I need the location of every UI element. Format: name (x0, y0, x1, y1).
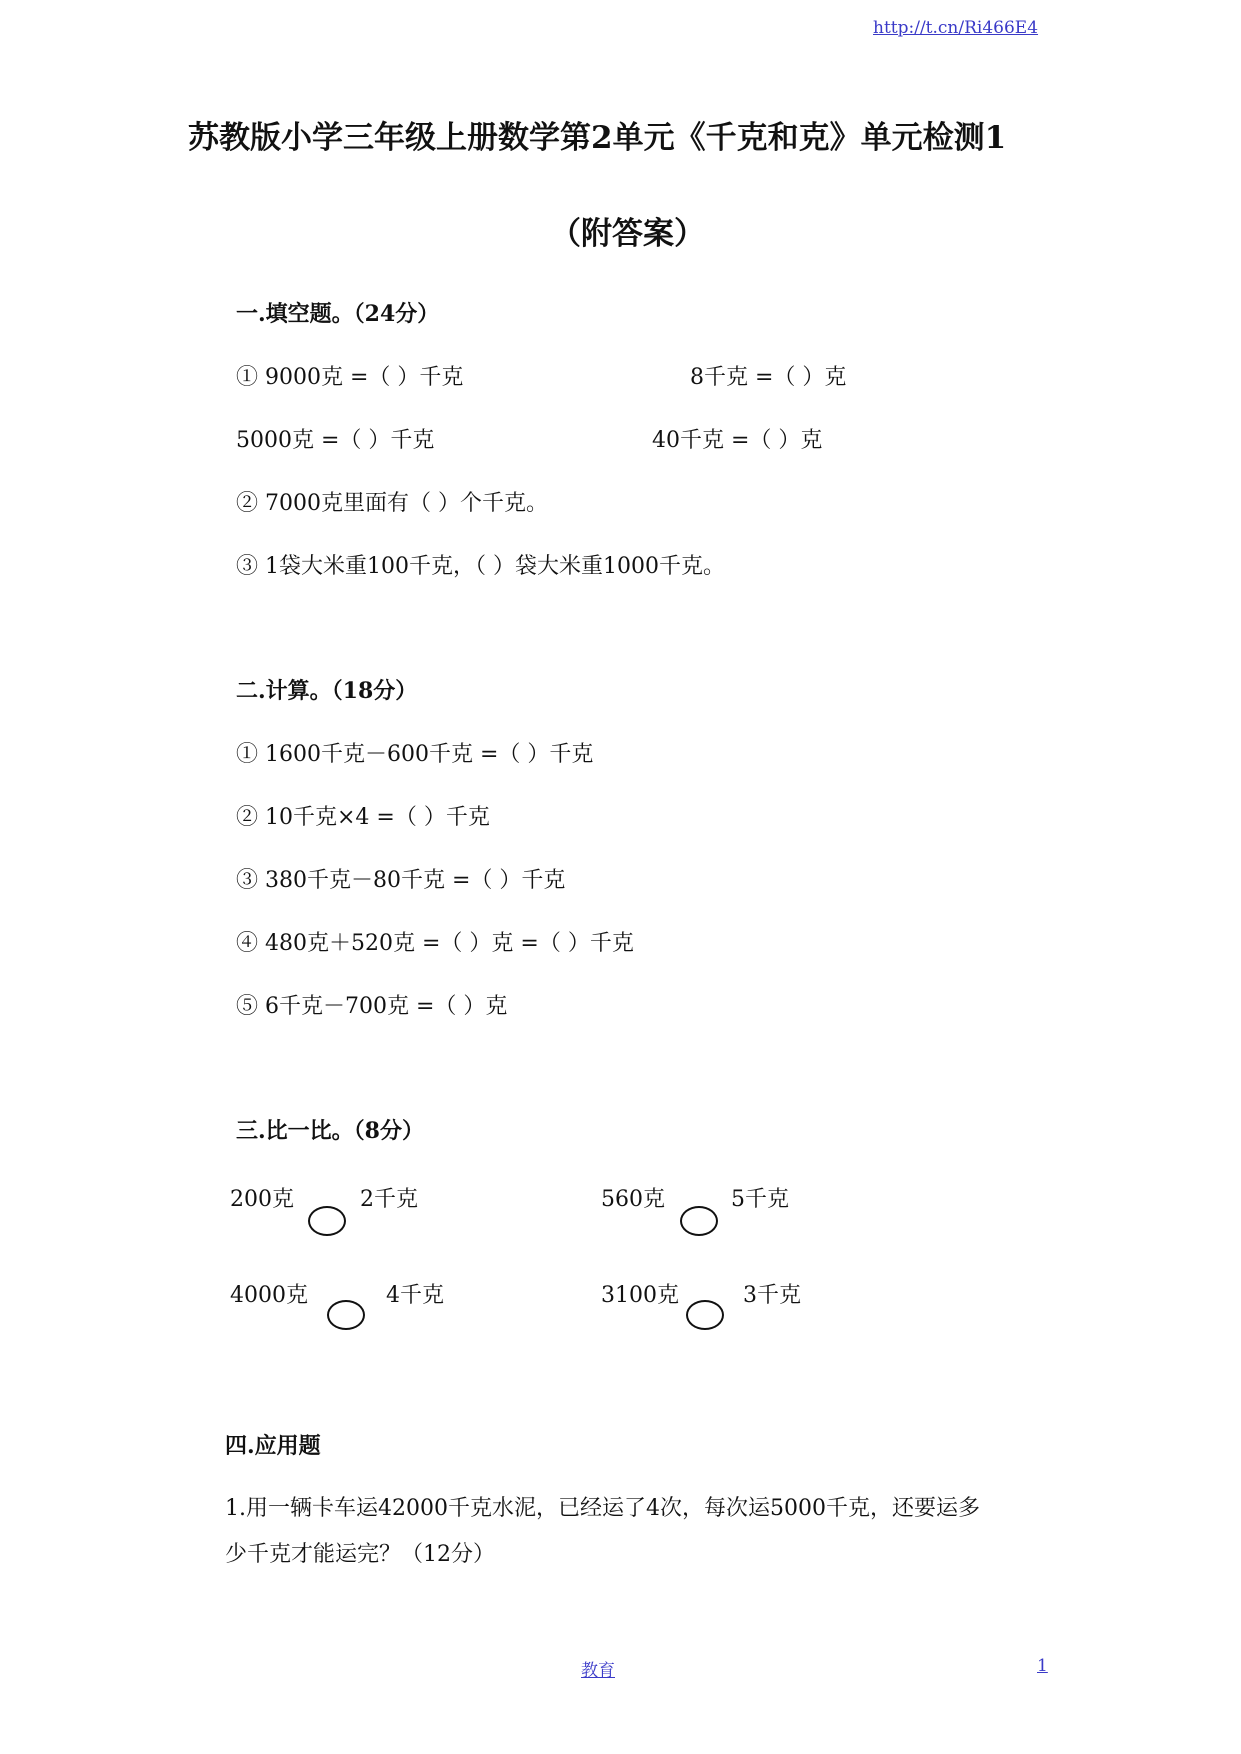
compare-1-right: 2千克 (360, 1187, 418, 1212)
compare-3-circle[interactable] (327, 1300, 365, 1330)
compare-3-right: 4千克 (386, 1283, 444, 1308)
s2-row-3: ③ 380千克－80千克 =（ ）千克 (236, 868, 566, 893)
compare-4-circle[interactable] (686, 1300, 724, 1330)
s1-row-2a: 5000克 =（ ）千克 (236, 428, 435, 453)
compare-1-left: 200克 (230, 1187, 294, 1212)
s2-row-1: ① 1600千克－600千克 =（ ）千克 (236, 742, 594, 767)
compare-2-right: 5千克 (731, 1187, 789, 1212)
compare-4-right: 3千克 (743, 1283, 801, 1308)
document-title-line1: 苏教版小学三年级上册数学第2单元《千克和克》单元检测1 (188, 120, 1007, 156)
header-link[interactable]: http://t.cn/Ri466E4 (873, 18, 1039, 38)
s1-row-2b: 40千克 =（ ）克 (652, 428, 823, 453)
page-number: 1 (1037, 1656, 1048, 1676)
section4-heading: 四.应用题 (225, 1433, 321, 1459)
section1-heading: 一.填空题。（24分） (236, 301, 440, 327)
s2-row-4: ④ 480克＋520克 =（ ）克 =（ ）千克 (236, 931, 634, 956)
compare-3-left: 4000克 (230, 1283, 308, 1308)
s1-row-3: ② 7000克里面有（ ）个千克。 (236, 491, 548, 516)
s1-row-1b: 8千克 =（ ）克 (690, 365, 847, 390)
s2-row-5: ⑤ 6千克－700克 =（ ）克 (236, 994, 508, 1019)
section2-heading: 二.计算。（18分） (236, 678, 418, 704)
q1-line2: 少千克才能运完？（12分） (225, 1542, 495, 1567)
compare-4-left: 3100克 (601, 1283, 679, 1308)
document-title-line2: （附答案） (550, 216, 705, 252)
compare-2-left: 560克 (601, 1187, 665, 1212)
compare-1-circle[interactable] (308, 1206, 346, 1236)
section3-heading: 三.比一比。（8分） (236, 1118, 424, 1144)
s1-row-4: ③ 1袋大米重100千克，（ ）袋大米重1000千克。 (236, 554, 725, 579)
footer-link[interactable]: 教育 (581, 1661, 615, 1681)
s2-row-2: ② 10千克×4 =（ ）千克 (236, 805, 490, 830)
q1-line1: 1.用一辆卡车运42000千克水泥，已经运了4次，每次运5000千克，还要运多 (225, 1496, 980, 1521)
compare-2-circle[interactable] (680, 1206, 718, 1236)
s1-row-1a: ① 9000克 =（ ）千克 (236, 365, 464, 390)
